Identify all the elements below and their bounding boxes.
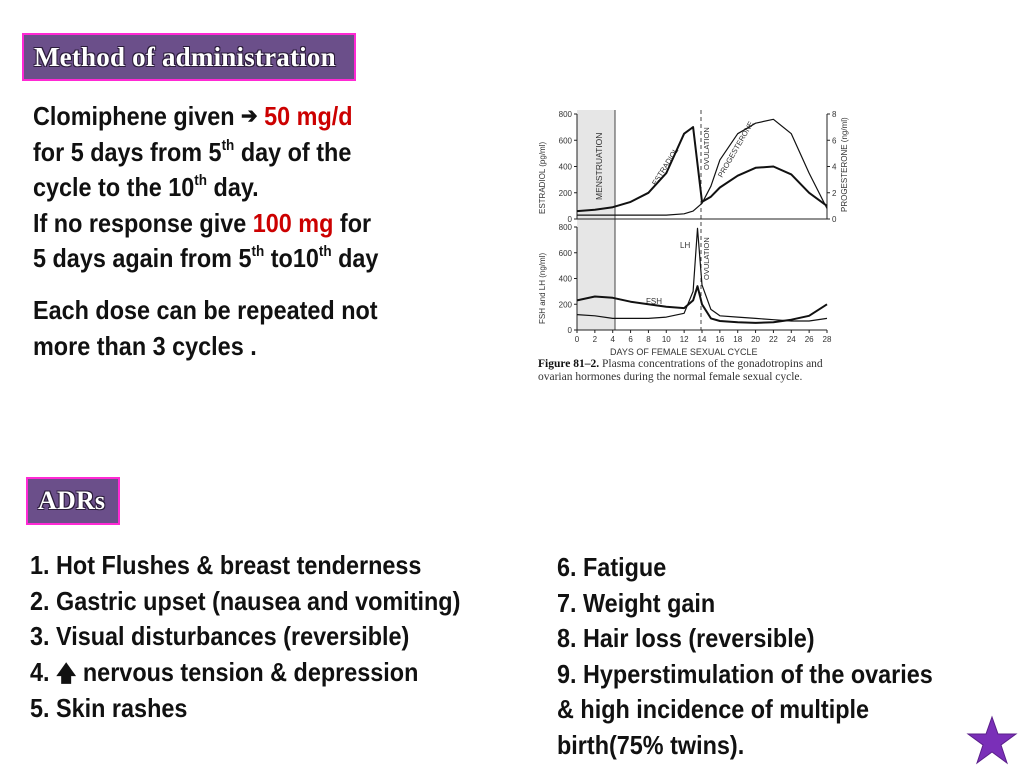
estradiol-tick-label: 800 <box>558 110 572 119</box>
day-tick-label: 26 <box>804 335 814 344</box>
dose-line-5-mid: to10 <box>264 243 319 273</box>
adr-item: 6. Fatigue <box>557 552 667 582</box>
method-title: Method of administration <box>22 33 356 81</box>
repeat-note <box>33 292 447 364</box>
dose-line-4-rest: for <box>333 207 372 238</box>
adr-list-left <box>30 548 552 727</box>
fsh-label: FSH <box>646 297 662 306</box>
fsh-lh-tick-label: 0 <box>567 326 572 335</box>
ovulation-label-bottom: OVULATION <box>702 237 711 280</box>
estradiol-tick-label: 600 <box>558 136 572 146</box>
caption-text: Plasma concentrations of the gonadotropins and ovarian hormones during the normal female sexual cycle. <box>538 358 823 383</box>
adr-item: 1. Hot Flushes & breast tenderness <box>30 550 422 580</box>
figure-caption <box>538 358 858 383</box>
superscript: th <box>194 172 208 189</box>
progesterone-label: PROGESTERONE <box>715 119 756 179</box>
progesterone-tick-label: 8 <box>832 110 837 119</box>
day-tick-label: 6 <box>628 335 633 344</box>
estradiol-label: ESTRADIOL <box>650 146 681 188</box>
ovulation-label-top: OVULATION <box>702 127 711 170</box>
superscript: th <box>221 136 235 154</box>
right-arrow-icon: ➔ <box>241 103 258 128</box>
dose-line-2-rest: day of the <box>234 136 352 167</box>
repeat-line-2: more than 3 cycles . <box>33 331 257 361</box>
up-arrow-icon: 🡅 <box>56 660 77 686</box>
day-tick-label: 10 <box>661 335 671 344</box>
dose-line-2 <box>33 135 429 171</box>
adr-item: 9. Hyperstimulation of the ovaries & high incidence of multiple birth(75% twins). <box>557 658 933 760</box>
day-tick-label: 2 <box>592 335 598 344</box>
dose-line-5 <box>33 241 429 277</box>
adr-item-4-text: nervous tension & depression <box>76 656 419 687</box>
adrs-title: ADRs <box>26 477 120 525</box>
progesterone-tick-label: 0 <box>832 215 837 224</box>
dose-line-3 <box>33 170 429 206</box>
x-axis-label: DAYS OF FEMALE SEXUAL CYCLE <box>610 347 758 357</box>
fsh-lh-tick-label: 600 <box>558 248 572 258</box>
estradiol-axis-label: ESTRADIOL (pg/ml) <box>538 141 547 214</box>
dose-line-5-text: 5 days again from 5 <box>33 243 252 273</box>
menstruation-label: MENSTRUATION <box>594 132 604 200</box>
dose-line-1-text: Clomiphene given <box>33 101 242 131</box>
adr-item: 5. Skin rashes <box>30 693 188 723</box>
progesterone-axis-label: PROGESTERONE (ng/ml) <box>840 117 849 212</box>
star-icon[interactable] <box>966 715 1018 765</box>
adr-item-4-number: 4. <box>30 656 57 687</box>
increased-dose: 100 mg <box>252 207 334 238</box>
dose-line-3-rest: day. <box>207 172 259 202</box>
adr-item: 3. Visual disturbances (reversible) <box>30 621 410 651</box>
dose-line-2-text: for 5 days from 5 <box>33 136 222 167</box>
superscript: th <box>251 243 265 260</box>
day-tick-label: 20 <box>751 335 761 344</box>
day-tick-label: 12 <box>679 335 689 344</box>
dose-line-5-rest: day <box>331 243 379 273</box>
progesterone-tick-label: 6 <box>832 136 837 146</box>
estradiol-tick-label: 400 <box>558 162 572 172</box>
day-tick-label: 18 <box>733 335 743 344</box>
dose-line-4-text: If no response give <box>33 207 253 238</box>
lh-label: LH <box>680 241 691 250</box>
day-tick-label: 4 <box>610 335 615 344</box>
dose-line-1 <box>33 98 429 135</box>
adr-list-right <box>557 550 935 763</box>
progesterone-tick-label: 2 <box>832 188 837 198</box>
progesterone-tick-label: 4 <box>832 162 837 172</box>
repeat-line-1: Each dose can be repeated not <box>33 295 378 325</box>
dose-line-3-text: cycle to the 10 <box>33 172 195 202</box>
fsh-lh-tick-label: 800 <box>558 223 572 232</box>
day-tick-label: 22 <box>768 335 778 344</box>
superscript: th <box>318 243 332 260</box>
fsh-lh-axis-label: FSH and LH (ng/ml) <box>538 252 547 324</box>
initial-dose: 50 mg/d <box>264 101 353 131</box>
adr-item: 2. Gastric upset (nausea and vomiting) <box>30 585 461 616</box>
fsh-lh-tick-label: 200 <box>558 300 572 310</box>
day-tick-label: 8 <box>646 335 651 344</box>
day-tick-label: 0 <box>574 335 580 344</box>
day-tick-label: 24 <box>786 335 796 344</box>
fsh-lh-tick-label: 400 <box>558 274 572 284</box>
day-tick-label: 28 <box>822 335 832 344</box>
estradiol-tick-label: 200 <box>558 188 572 198</box>
adr-item-4 <box>30 655 552 692</box>
adr-item: 7. Weight gain <box>557 587 716 618</box>
dose-line-4 <box>33 206 429 242</box>
day-tick-label: 16 <box>715 335 725 344</box>
dosage-instructions <box>33 98 429 277</box>
caption-label: Figure 81–2. <box>538 358 600 370</box>
day-tick-label: 14 <box>697 335 707 344</box>
adr-item: 8. Hair loss (reversible) <box>557 623 815 653</box>
estradiol-tick-label: 0 <box>567 215 572 224</box>
